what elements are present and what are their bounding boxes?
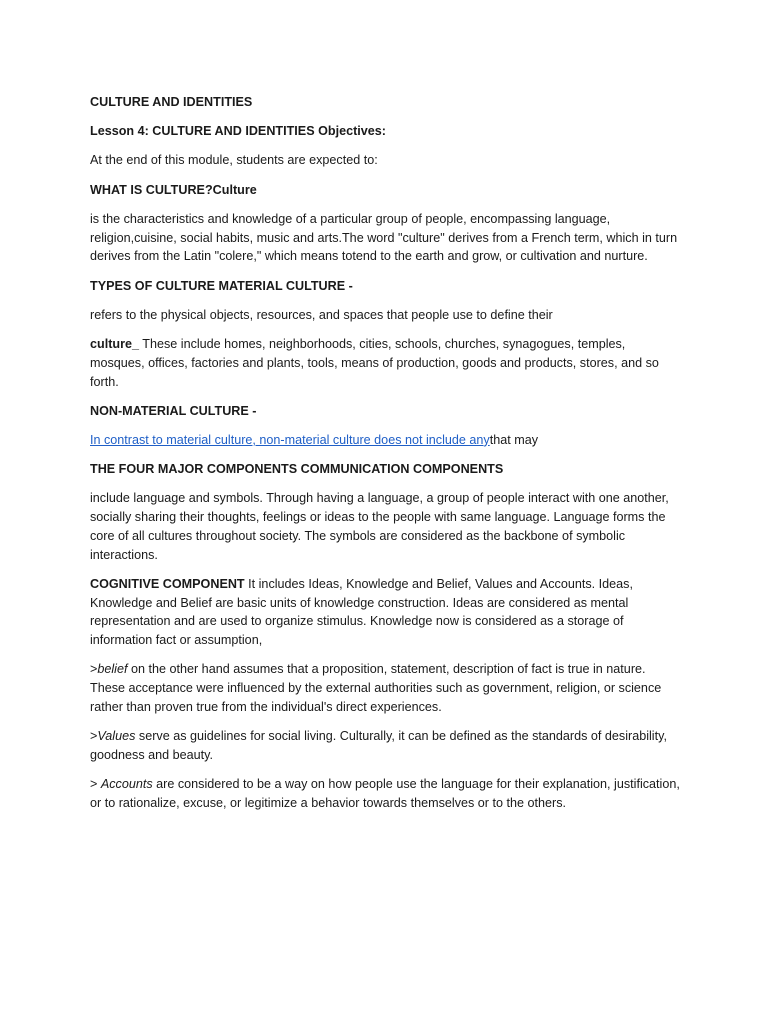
non-material-culture-paragraph: [90, 431, 680, 450]
accounts-term: Accounts: [100, 777, 153, 792]
values-bullet: >: [90, 729, 98, 744]
belief-term: belief: [97, 662, 128, 677]
belief-bullet: >: [90, 662, 98, 677]
non-material-culture-heading: NON-MATERIAL CULTURE -: [90, 403, 257, 418]
values-paragraph: [90, 727, 680, 765]
accounts-bullet: >: [90, 777, 101, 792]
non-material-culture-link[interactable]: In contrast to material culture, non-material culture does not include any: [90, 432, 490, 447]
document-title: CULTURE AND IDENTITIES: [90, 95, 253, 109]
accounts-text: are considered to be a way on how people use the language for their explanation, justification, or to rationalize, excuse, or legitimize a behavior towards themselves or to the others.: [90, 777, 680, 810]
document-page: [90, 93, 680, 823]
types-of-culture-heading: TYPES OF CULTURE MATERIAL CULTURE -: [90, 278, 353, 293]
belief-text: on the other hand assumes that a proposition, statement, description of fact is true in nature. These acceptance were influenced by the external authorities such as government, religion, or science rather than proven true from the individual's direct experiences.: [90, 662, 662, 714]
accounts-paragraph: [90, 775, 680, 813]
values-text: serve as guidelines for social living. Culturally, it can be defined as the standards of desirability, goodness and beauty.: [90, 729, 667, 762]
lesson-heading: Lesson 4: CULTURE AND IDENTITIES Objectives:: [90, 124, 386, 139]
culture-definition-paragraph: is the characteristics and knowledge of a particular group of people, encompassing language, religion,cuisine, social habits, music and arts.The word "culture" derives from a French term, which in turn derives from the Latin "colere," which means totend to the earth and grow, or cultivation and nurture.: [90, 211, 678, 264]
material-culture-term: culture_: [90, 336, 139, 351]
material-culture-examples: These include homes, neighborhoods, cities, schools, churches, synagogues, temples, mosques, offices, factories and plants, tools, means of production, goods and products, stores, and so forth.: [90, 336, 659, 389]
what-is-culture-heading: WHAT IS CULTURE?Culture: [90, 182, 257, 197]
four-components-heading: THE FOUR MAJOR COMPONENTS COMMUNICATION COMPONENTS: [90, 462, 504, 477]
cognitive-component-term: COGNITIVE COMPONENT: [90, 576, 245, 591]
communication-component-paragraph: include language and symbols. Through having a language, a group of people interact with one another, socially sharing their thoughts, feelings or ideas to the people with same language. Language forms the core of all cultures throughout society. The symbols are considered as the backbone of symbolic interactions.: [90, 491, 669, 562]
non-material-culture-trailing-text: that may: [489, 432, 539, 447]
intro-paragraph: At the end of this module, students are expected to:: [90, 153, 378, 168]
cognitive-component-paragraph: [90, 575, 680, 650]
cognitive-component-text: It includes Ideas, Knowledge and Belief, Values and Accounts. Ideas, Knowledge and Belief are basic units of knowledge construction. Ideas are considered as mental representation and are used to organize stimulus. Knowledge now is considered as a storage of information fact or assumption,: [90, 576, 633, 648]
belief-paragraph: [90, 660, 680, 716]
values-term: Values: [97, 729, 136, 744]
material-culture-definition: refers to the physical objects, resources, and spaces that people use to define their: [90, 307, 553, 322]
material-culture-examples-paragraph: [90, 335, 680, 391]
